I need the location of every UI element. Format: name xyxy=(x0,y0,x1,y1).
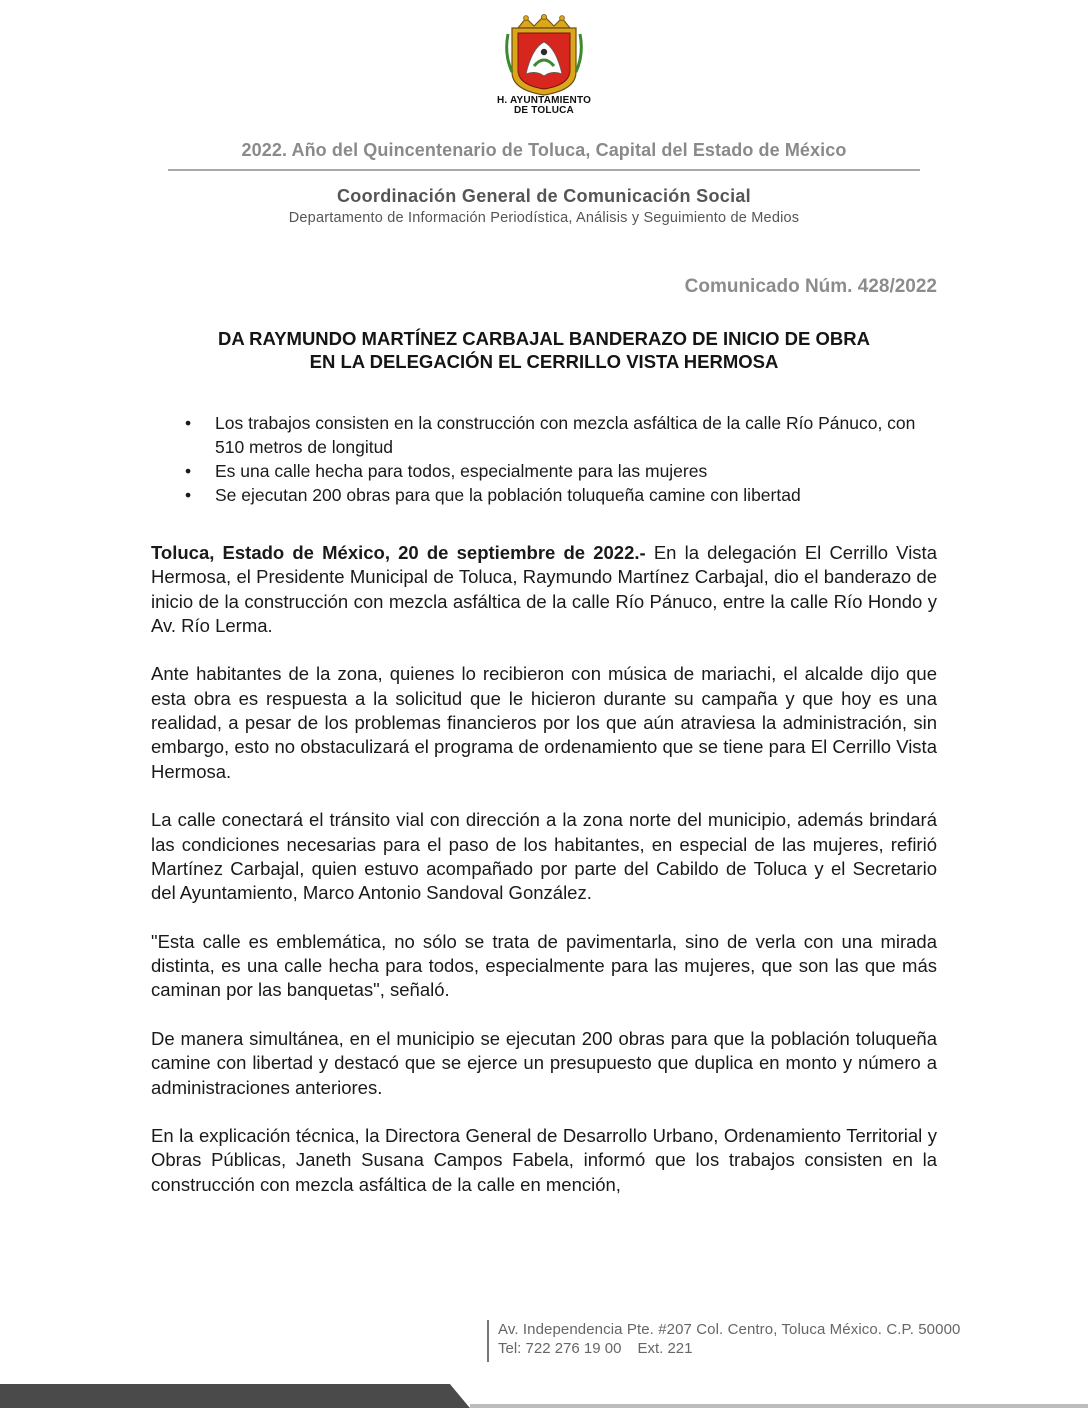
footer-tel: Tel: 722 276 19 00 xyxy=(498,1340,622,1357)
press-release-number: Comunicado Núm. 428/2022 xyxy=(684,276,937,297)
body-paragraph-1 xyxy=(151,541,937,638)
ayuntamiento-logo xyxy=(488,14,600,116)
header-divider xyxy=(168,169,920,171)
body-paragraph-4: "Esta calle es emblemática, no sólo se trata de pavimentarla, sino de verla con una mirada distinta, es una calle hecha para todos, especialmente para las mujeres, que son las que más caminan por las banquetas", señaló. xyxy=(151,930,937,1001)
bullet-icon: • xyxy=(185,485,192,505)
bullet-icon: • xyxy=(185,413,192,433)
footer-divider xyxy=(487,1320,489,1362)
footer-address: Av. Independencia Pte. #207 Col. Centro, Toluca México. C.P. 50000 xyxy=(498,1321,961,1338)
summary-bullets xyxy=(185,411,925,507)
body-paragraph-3: La calle conectará el tránsito vial con dirección a la zona norte del municipio, además brindará las condiciones necesarias para el paso de los habitantes, en especial de las mujeres, refirió Martínez Carbajal, quien estuvo acompañado por parte del Cabildo de Toluca y el Secretario del Ayuntamiento, Marco Antonio Sandoval González. xyxy=(151,809,937,904)
body-paragraph-6: En la explicación técnica, la Directora General de Desarrollo Urbano, Ordenamiento Territorial y Obras Públicas, Janeth Susana Campos Fabela, informó que los trabajos consisten en la construcción con mezcla asfáltica de la calle en mención, xyxy=(151,1125,937,1195)
paragraph-text: En la delegación El Cerrillo Vista Hermosa, el Presidente Municipal de Toluca, Raymundo Martínez Carbajal, dio el banderazo de inicio de la construcción con mezcla asfáltica de la calle Río Pánuco, entre la calle Río Hondo y Av. Río Lerma. xyxy=(151,542,937,636)
bullet-icon: • xyxy=(185,461,192,481)
footer-ext: Ext. 221 xyxy=(637,1340,693,1357)
list-item xyxy=(185,459,925,483)
logo-caption-line2: DE TOLUCA xyxy=(514,105,574,116)
list-item xyxy=(185,483,925,507)
year-motto: 2022. Año del Quincentenario de Toluca, Capital del Estado de México xyxy=(241,140,847,160)
body-paragraph-5: De manera simultánea, en el municipio se ejecutan 200 obras para que la población toluqueña camine con libertad y destacó que se ejerce un presupuesto que duplica en monto y número a administraciones anteriores. xyxy=(151,1027,937,1098)
press-release-headline xyxy=(150,327,938,373)
footer-phone xyxy=(498,1340,692,1357)
bullet-text: Es una calle hecha para todos, especialmente para las mujeres xyxy=(215,461,708,481)
bottom-decorative-band xyxy=(0,1384,1088,1408)
bullet-text: Los trabajos consisten en la construcción con mezcla asfáltica de la calle Río Pánuco, con 510 metros de longitud xyxy=(215,413,916,457)
list-item xyxy=(185,411,925,459)
headline-line2: EN LA DELEGACIÓN EL CERRILLO VISTA HERMOSA xyxy=(309,351,779,372)
bullet-text: Se ejecutan 200 obras para que la población toluqueña camine con libertad xyxy=(215,485,801,505)
logo-caption-line1: H. AYUNTAMIENTO xyxy=(496,95,592,106)
coordination-title: Coordinación General de Comunicación Social xyxy=(337,186,751,206)
body-paragraph-2: Ante habitantes de la zona, quienes lo recibieron con música de mariachi, el alcalde dijo que esta obra es respuesta a la solicitud que le hicieron durante su campaña y que hoy es una realidad, a pesar de los problemas financieros por los que aún atraviesa la administración, sin embargo, esto no obstaculizará el programa de ordenamiento que se tiene para El Cerrillo Vista Hermosa. xyxy=(151,663,937,782)
dateline: Toluca, Estado de México, 20 de septiembre de 2022.- xyxy=(151,542,646,563)
coat-of-arms-icon xyxy=(504,14,584,96)
department-subtitle: Departamento de Información Periodística, Análisis y Seguimiento de Medios xyxy=(288,210,800,226)
headline-line1: DA RAYMUNDO MARTÍNEZ CARBAJAL BANDERAZO DE INICIO DE OBRA xyxy=(218,328,870,349)
press-release-body xyxy=(151,541,937,1221)
